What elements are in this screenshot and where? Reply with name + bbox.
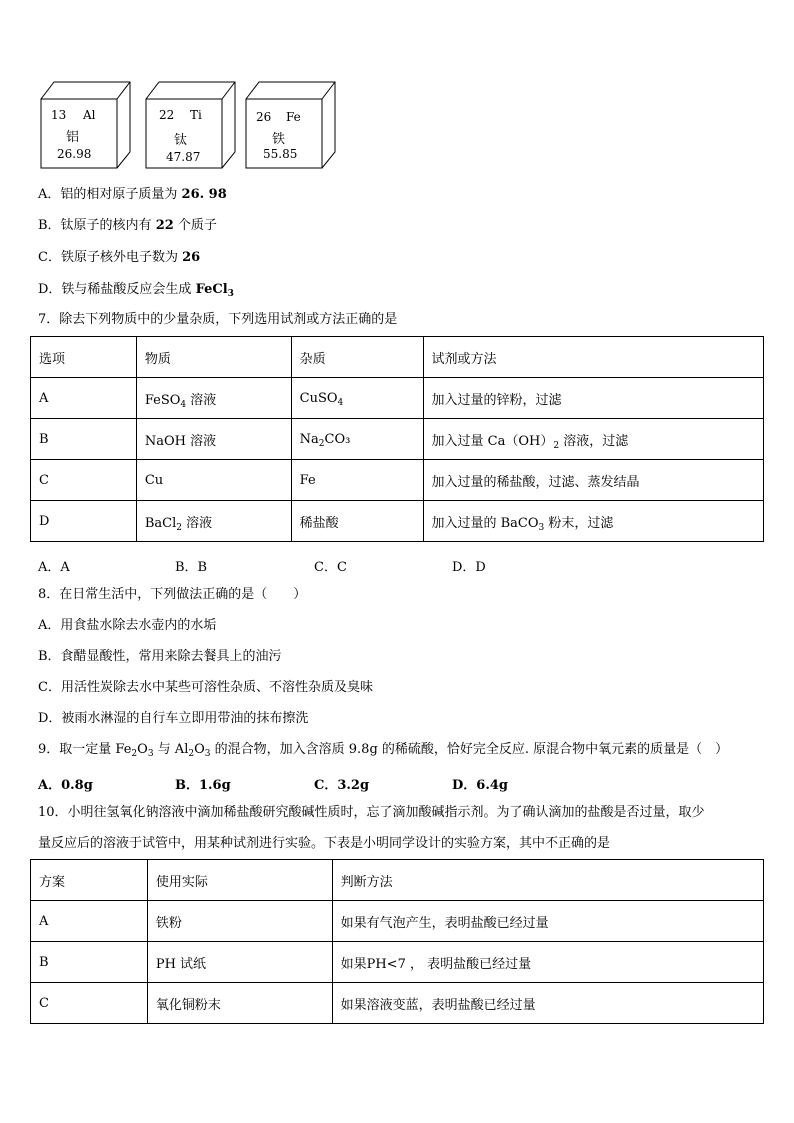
method-text: 加入过量 Ca（OH） — [431, 433, 554, 449]
table-row — [31, 501, 764, 542]
formula-subscript: 4 — [337, 397, 344, 408]
q7-table — [30, 336, 764, 542]
atomic-number: 13 — [51, 108, 67, 122]
table-cell — [136, 378, 291, 419]
table-header-cell: 杂质 — [291, 337, 423, 378]
method-text-end: 溶液，过滤 — [559, 433, 629, 449]
formula-subscript: 3 — [147, 749, 154, 759]
formula-tail: CO₃ — [324, 431, 351, 447]
q9-stem — [38, 741, 728, 759]
stem-text: O — [137, 742, 148, 757]
table-cell: 稀盐酸 — [291, 501, 423, 542]
formula: Na — [299, 431, 319, 447]
formula-subscript: 2 — [131, 749, 138, 759]
table-header-row — [31, 337, 764, 378]
formula-subscript: 3 — [204, 749, 211, 759]
q8-stem: 8．在日常生活中，下列做法正确的是（ ） — [38, 587, 307, 602]
option-text: C．铁原子核外电子数为 — [38, 250, 183, 265]
formula-subscript: 3 — [538, 522, 545, 533]
q7-stem: 7．除去下列物质中的少量杂质，下列选用试剂或方法正确的是 — [38, 312, 398, 327]
option-text: A．铝的相对原子质量为 — [38, 187, 182, 202]
table-cell: Cu — [136, 460, 291, 501]
answer-option: C．C — [314, 560, 347, 575]
q8-option-c: C．用活性炭除去水中某些可溶性杂质、不溶性杂质及臭味 — [38, 680, 373, 695]
q6-option-a — [38, 186, 227, 204]
table-cell: 铁粉 — [147, 901, 332, 942]
q10-table — [30, 859, 764, 1024]
option-value: FeCl — [195, 282, 228, 297]
table-cell: A — [31, 901, 148, 942]
answer-option: A．0.8g — [38, 778, 93, 793]
answer-option: A．A — [38, 560, 70, 575]
table-cell: C — [31, 983, 148, 1024]
table-row — [31, 983, 764, 1024]
table-cell: NaOH 溶液 — [136, 419, 291, 460]
table-cell — [423, 419, 764, 460]
q6-option-d — [38, 281, 234, 299]
table-header-row — [31, 860, 764, 901]
table-header-cell: 试剂或方法 — [423, 337, 764, 378]
q6-option-b — [38, 217, 217, 235]
option-value: 26 — [182, 250, 201, 265]
formula-subscript: 2 — [318, 438, 325, 449]
atomic-number: 26 — [256, 110, 272, 124]
q10-stem-line2: 量反应后的溶液于试管中，用某种试剂进行实验。下表是小明同学设计的实验方案，其中不正确的是 — [38, 836, 611, 851]
formula: BaCl — [144, 515, 177, 531]
formula-tail: 溶液 — [182, 515, 213, 531]
table-cell — [291, 378, 423, 419]
table-cell: D — [31, 501, 137, 542]
table-cell — [423, 501, 764, 542]
element-name: 钛 — [174, 133, 188, 148]
table-header-cell: 使用实际 — [147, 860, 332, 901]
option-suffix: 个质子 — [173, 218, 217, 233]
table-cell: A — [31, 378, 137, 419]
table-row — [31, 942, 764, 983]
table-row — [31, 901, 764, 942]
table-cell — [136, 501, 291, 542]
table-cell: B — [31, 942, 148, 983]
table-cell: 氧化铜粉末 — [147, 983, 332, 1024]
q10-stem-line1: 10．小明往氢氧化钠溶液中滴加稀盐酸研究酸碱性质时，忘了滴加酸碱指示剂。为了确认滴加的盐酸是否过量，取少 — [38, 805, 705, 820]
stem-text: O — [194, 742, 205, 757]
stem-text: 与 Al — [153, 742, 189, 757]
atomic-number: 22 — [159, 108, 175, 122]
element-name: 铝 — [66, 130, 80, 145]
answer-option: C．3.2g — [314, 778, 370, 793]
option-subscript: 3 — [227, 289, 234, 299]
stem-text: 的混合物，加入含溶质 9.8g 的稀硫酸，恰好完全反应. 原混合物中氧元素的质量是（ ） — [210, 742, 729, 757]
table-cell: 加入过量的稀盐酸，过滤、蒸发结晶 — [423, 460, 764, 501]
option-text: B．钛原子的核内有 — [38, 218, 156, 233]
q8-option-d: D．被雨水淋湿的自行车立即用带油的抹布擦洗 — [38, 711, 309, 726]
answer-option: D．D — [452, 560, 486, 575]
atomic-mass: 55.85 — [263, 147, 298, 161]
answer-option: B．B — [175, 560, 208, 575]
formula-subscript: 2 — [188, 749, 195, 759]
atomic-mass: 26.98 — [57, 147, 92, 161]
table-row — [31, 378, 764, 419]
table-header-cell: 选项 — [31, 337, 137, 378]
table-header-cell: 方案 — [31, 860, 148, 901]
formula-subscript: 2 — [176, 522, 182, 533]
element-cube-fe — [245, 80, 337, 170]
table-cell: Fe — [291, 460, 423, 501]
element-symbol: Fe — [286, 110, 301, 124]
table-header-cell: 判断方法 — [332, 860, 763, 901]
q8-option-a: A．用食盐水除去水壶内的水垢 — [38, 618, 217, 633]
option-value: 22 — [155, 218, 174, 233]
table-cell — [291, 419, 423, 460]
formula-subscript: 2 — [553, 440, 560, 451]
element-name: 铁 — [272, 132, 286, 147]
formula-subscript: 4 — [180, 399, 187, 410]
element-symbol: Ti — [190, 108, 202, 122]
table-header-cell: 物质 — [136, 337, 291, 378]
table-cell: 加入过量的锌粉，过滤 — [423, 378, 764, 419]
table-cell: PH 试纸 — [147, 942, 332, 983]
table-cell: 如果溶液变蓝，表明盐酸已经过量 — [332, 983, 763, 1024]
table-cell: 如果有气泡产生，表明盐酸已经过量 — [332, 901, 763, 942]
q8-option-b: B．食醋显酸性，常用来除去餐具上的油污 — [38, 649, 282, 664]
table-row — [31, 419, 764, 460]
method-text-end: 粉末，过滤 — [544, 515, 614, 531]
atomic-mass: 47.87 — [166, 150, 201, 164]
stem-text: 9．取一定量 Fe — [38, 742, 132, 757]
element-symbol: Al — [83, 108, 96, 122]
formula-tail: 溶液 — [186, 392, 217, 408]
formula: CuSO — [299, 390, 338, 406]
option-value: 26. 98 — [181, 187, 227, 202]
table-cell: B — [31, 419, 137, 460]
table-cell: 如果PH<7 ， 表明盐酸已经过量 — [332, 942, 763, 983]
table-row — [31, 460, 764, 501]
option-text: D．铁与稀盐酸反应会生成 — [38, 282, 196, 297]
table-cell: C — [31, 460, 137, 501]
element-cube-al — [40, 80, 132, 170]
q6-option-c — [38, 249, 200, 267]
answer-option: D．6.4g — [452, 778, 508, 793]
element-cube-ti — [145, 80, 237, 170]
method-text: 加入过量的 BaCO — [431, 515, 539, 531]
formula: FeSO — [144, 392, 181, 408]
answer-option: B．1.6g — [175, 778, 231, 793]
